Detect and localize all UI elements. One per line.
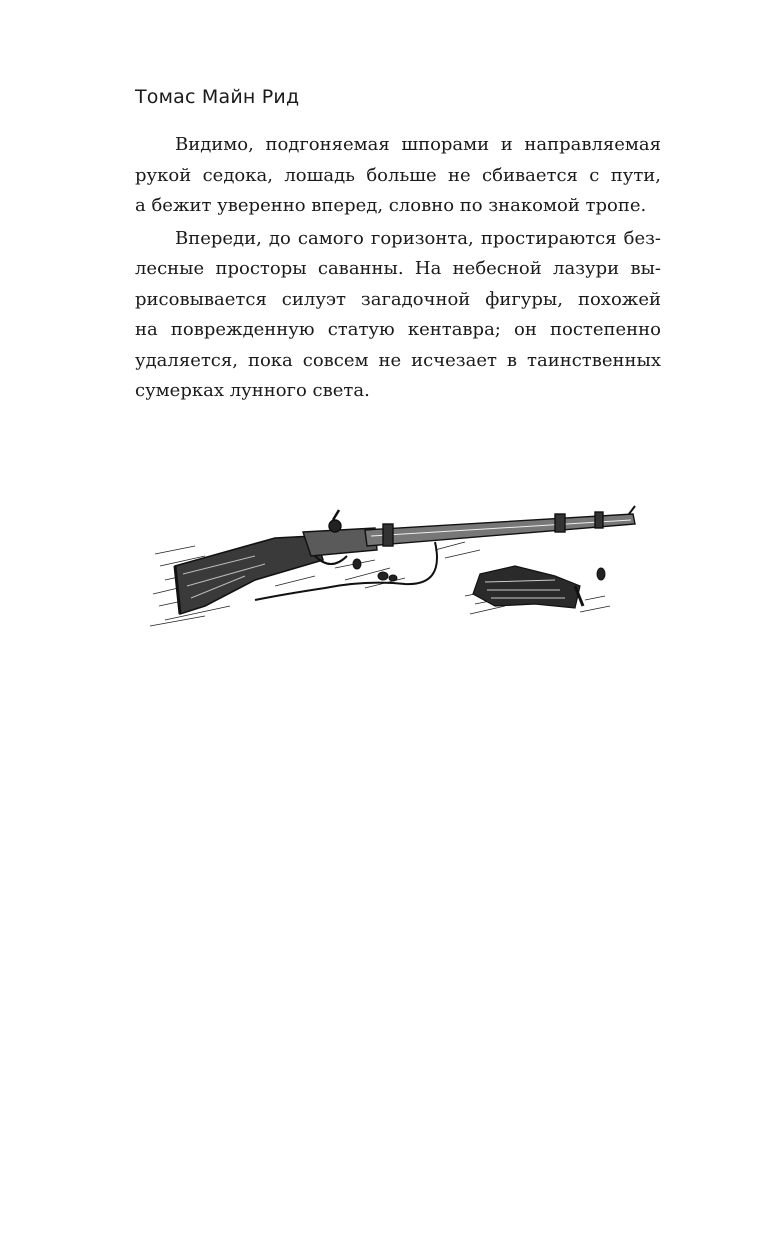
gloves	[473, 566, 583, 608]
text-line: а бежит уверенно вперед, словно по знакомой тропе.	[135, 195, 647, 216]
text-line: лесные просторы саванны. На небесной лазури вы-	[135, 258, 661, 279]
running-head: Томас Майн Рид	[135, 86, 300, 108]
paragraph	[135, 224, 661, 407]
text-line: Впереди, до самого горизонта, простираются без-	[175, 227, 661, 249]
paragraph	[135, 130, 661, 222]
text-line: Видимо, подгоняемая шпорами и направляемая	[175, 134, 661, 155]
text-line: сумерках лунного света.	[135, 380, 370, 401]
text-line: рисовывается силуэт загадочной фигуры, похожей	[135, 288, 661, 310]
text-line: рукой седока, лошадь больше не сбивается с пути,	[135, 164, 661, 186]
rifle-stock	[175, 536, 323, 614]
text-line: удаляется, пока совсем не исчезает в таинственных	[135, 349, 661, 371]
rifle-illustration	[135, 476, 663, 654]
text-line: на поврежденную статую кентавра; он постепенно	[135, 319, 661, 340]
rifle-barrel	[365, 506, 635, 546]
body-text	[135, 130, 661, 407]
